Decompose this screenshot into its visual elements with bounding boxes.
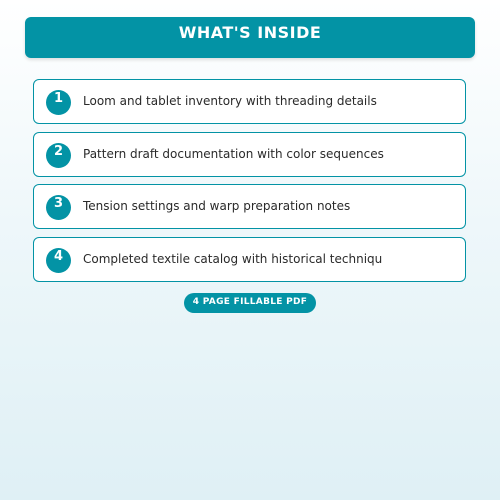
- item-number: 1: [53, 91, 64, 106]
- number-badge: [46, 195, 71, 220]
- list-item: [33, 79, 466, 124]
- item-number: 2: [53, 144, 64, 159]
- page-title: WHAT'S INSIDE: [178, 23, 322, 42]
- number-badge: [46, 248, 71, 273]
- item-description: Tension settings and warp preparation notes: [83, 199, 351, 213]
- header-banner: [25, 17, 475, 58]
- list-item: [33, 132, 466, 177]
- pdf-format-badge: [184, 293, 316, 313]
- number-badge: [46, 90, 71, 115]
- number-badge: [46, 143, 71, 168]
- list-item: [33, 237, 466, 282]
- item-number: 3: [53, 196, 64, 211]
- item-description: Loom and tablet inventory with threading details: [83, 94, 377, 108]
- item-description: Pattern draft documentation with color sequences: [83, 147, 384, 161]
- item-number: 4: [53, 249, 64, 264]
- badge-label: 4 PAGE FILLABLE PDF: [192, 297, 308, 307]
- item-description: Completed textile catalog with historical techniqu: [83, 252, 383, 266]
- list-item: [33, 184, 466, 229]
